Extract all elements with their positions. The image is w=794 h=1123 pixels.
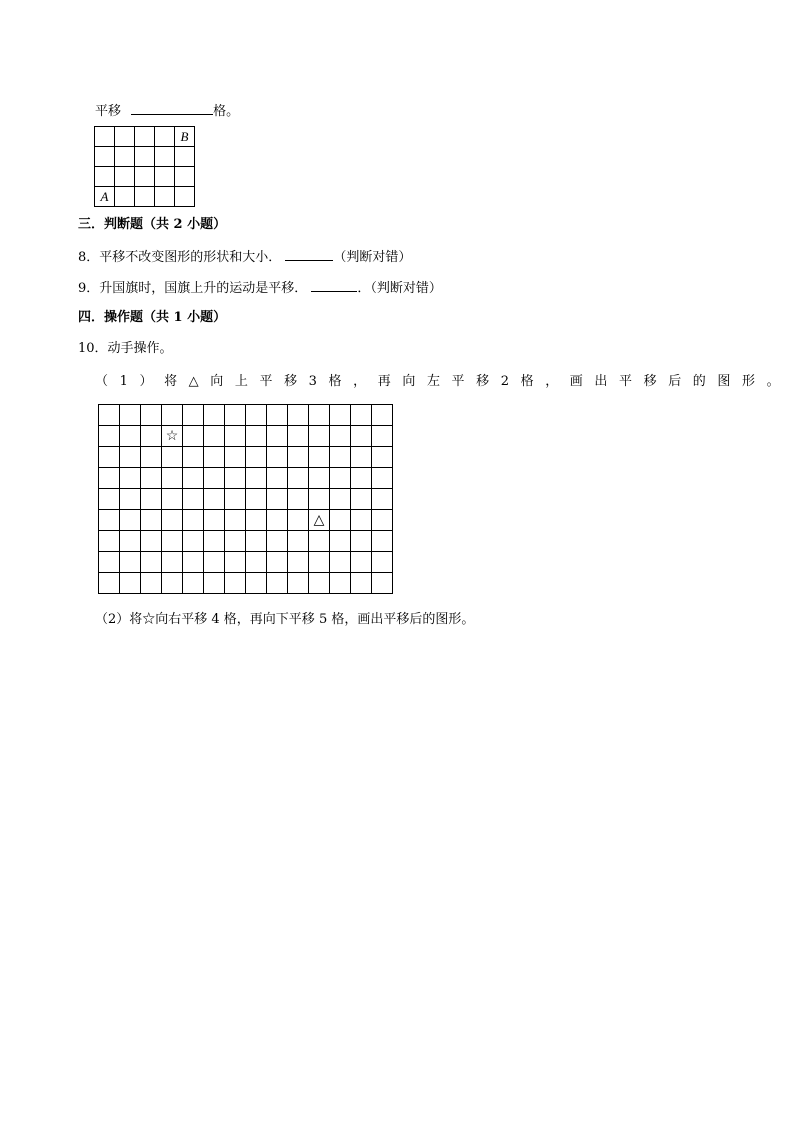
- q10-grid-cell[interactable]: [246, 489, 267, 510]
- q10-grid-cell[interactable]: [141, 426, 162, 447]
- q10-grid-cell[interactable]: [372, 552, 393, 573]
- question-8-text: 8．平移不改变图形的形状和大小．: [78, 250, 282, 265]
- question-9-suffix: ．（判断对错）: [357, 281, 442, 296]
- q7-suffix: 格。: [213, 104, 240, 119]
- q10-grid-cell[interactable]: [372, 573, 393, 594]
- q7-grid-cell[interactable]: [155, 167, 175, 187]
- q10-grid-cell[interactable]: [162, 447, 183, 468]
- q10-grid-cell[interactable]: [267, 552, 288, 573]
- q10-grid-cell[interactable]: [204, 573, 225, 594]
- q7-grid-cell[interactable]: [175, 187, 195, 207]
- q10-grid-cell[interactable]: [120, 531, 141, 552]
- q10-grid-cell[interactable]: [330, 531, 351, 552]
- q10-grid-cell[interactable]: [162, 510, 183, 531]
- q10-grid-cell[interactable]: [162, 468, 183, 489]
- q10-grid-cell[interactable]: [246, 510, 267, 531]
- section-3-title: 三．判断题（共 2 小题）: [78, 217, 227, 232]
- q10-grid-cell[interactable]: [225, 510, 246, 531]
- q10-grid-cell[interactable]: [372, 447, 393, 468]
- question-9-answer-blank[interactable]: [311, 279, 357, 292]
- q10-grid-cell[interactable]: [330, 510, 351, 531]
- q10-grid-cell[interactable]: [99, 447, 120, 468]
- q10-grid-cell[interactable]: [225, 531, 246, 552]
- q10-grid-cell[interactable]: [330, 405, 351, 426]
- grid-row: [99, 447, 393, 468]
- question-8-suffix: （判断对错）: [333, 250, 412, 265]
- q10-grid-cell[interactable]: [288, 447, 309, 468]
- question-8-answer-blank[interactable]: [285, 248, 333, 261]
- q10-grid-cell[interactable]: [351, 405, 372, 426]
- q10-grid-cell[interactable]: [141, 405, 162, 426]
- q10-grid-cell[interactable]: [120, 468, 141, 489]
- q7-answer-blank[interactable]: [131, 102, 213, 115]
- q10-grid-cell[interactable]: [141, 531, 162, 552]
- q10-grid-cell[interactable]: [288, 489, 309, 510]
- q10-grid-cell[interactable]: [267, 510, 288, 531]
- q7-grid-cell[interactable]: [135, 147, 155, 167]
- q10-grid-cell[interactable]: [141, 552, 162, 573]
- q10-grid-cell[interactable]: [309, 405, 330, 426]
- q7-grid-cell[interactable]: [95, 147, 115, 167]
- q10-grid-cell[interactable]: [309, 552, 330, 573]
- grid-row: [99, 531, 393, 552]
- q7-line: [95, 102, 239, 120]
- q10-grid-cell[interactable]: [99, 510, 120, 531]
- q10-grid-cell[interactable]: [288, 405, 309, 426]
- q10-grid-cell[interactable]: [372, 531, 393, 552]
- q10-grid-cell[interactable]: [351, 531, 372, 552]
- q10-grid-cell[interactable]: [267, 426, 288, 447]
- q10-grid-cell[interactable]: [141, 510, 162, 531]
- q10-grid-cell[interactable]: [309, 531, 330, 552]
- grid-row: [99, 573, 393, 594]
- q10-grid-cell[interactable]: [225, 573, 246, 594]
- q10-grid-cell[interactable]: [351, 489, 372, 510]
- q10-grid-cell[interactable]: [99, 405, 120, 426]
- question-8: [78, 248, 411, 266]
- q10-grid-cell[interactable]: [330, 489, 351, 510]
- grid-row: [95, 187, 195, 207]
- q10-grid-cell[interactable]: ☆: [162, 426, 183, 447]
- q10-grid-cell[interactable]: [120, 552, 141, 573]
- q10-grid-cell[interactable]: [204, 489, 225, 510]
- q10-grid-cell[interactable]: [372, 489, 393, 510]
- grid-row: [99, 552, 393, 573]
- q10-grid-cell[interactable]: [141, 447, 162, 468]
- q10-grid-cell[interactable]: [330, 552, 351, 573]
- q10-grid-cell[interactable]: [246, 426, 267, 447]
- question-9-text: 9．升国旗时，国旗上升的运动是平移．: [78, 281, 308, 296]
- q10-grid-cell[interactable]: [225, 489, 246, 510]
- q10-grid-cell[interactable]: [288, 552, 309, 573]
- q10-grid-cell[interactable]: [141, 489, 162, 510]
- q10-grid-cell[interactable]: [267, 531, 288, 552]
- q10-grid-cell[interactable]: [267, 468, 288, 489]
- q7-grid-cell[interactable]: [115, 127, 135, 147]
- q10-grid-cell[interactable]: [288, 573, 309, 594]
- q7-grid-cell[interactable]: [95, 167, 115, 187]
- q10-grid-cell[interactable]: [120, 510, 141, 531]
- section-4-title: 四．操作题（共 1 小题）: [78, 310, 227, 325]
- q10-grid-cell[interactable]: [120, 489, 141, 510]
- q7-grid-cell[interactable]: [115, 167, 135, 187]
- q10-grid-cell[interactable]: [246, 447, 267, 468]
- q10-grid-cell[interactable]: [351, 510, 372, 531]
- q10-grid-cell[interactable]: [204, 405, 225, 426]
- q10-grid-cell[interactable]: [183, 489, 204, 510]
- q7-grid-cell[interactable]: [115, 147, 135, 167]
- q10-grid-cell[interactable]: [225, 426, 246, 447]
- grid-row: [99, 489, 393, 510]
- q10-grid-cell[interactable]: [120, 573, 141, 594]
- q10-grid-cell[interactable]: [372, 510, 393, 531]
- q10-grid-cell[interactable]: [225, 447, 246, 468]
- q10-grid[interactable]: [98, 404, 393, 594]
- q10-grid-cell[interactable]: [225, 468, 246, 489]
- q10-grid-cell[interactable]: [330, 573, 351, 594]
- q10-grid-cell[interactable]: [141, 468, 162, 489]
- q7-grid-cell[interactable]: [155, 147, 175, 167]
- q10-grid-cell[interactable]: [141, 573, 162, 594]
- q10-grid-cell[interactable]: [267, 447, 288, 468]
- q10-grid-cell[interactable]: [330, 447, 351, 468]
- q10-grid-cell[interactable]: [267, 405, 288, 426]
- grid-row: [99, 468, 393, 489]
- q10-grid-cell[interactable]: [351, 552, 372, 573]
- q7-grid: [94, 126, 195, 207]
- grid-row: [95, 127, 195, 147]
- q10-grid-cell[interactable]: [99, 531, 120, 552]
- grid-row: [95, 167, 195, 187]
- q10-grid-cell[interactable]: [120, 426, 141, 447]
- q10-grid-cell[interactable]: [246, 531, 267, 552]
- q10-grid-cell[interactable]: [309, 447, 330, 468]
- q10-grid-cell[interactable]: [204, 426, 225, 447]
- question-10-part-1: （1）将△向上平移3格，再向左平移2格，画出平移后的图形。: [95, 374, 792, 389]
- question-9: [78, 279, 442, 297]
- q10-grid-cell[interactable]: [120, 405, 141, 426]
- q10-grid-cell[interactable]: [351, 426, 372, 447]
- q10-grid-cell[interactable]: [120, 447, 141, 468]
- q10-grid-cell[interactable]: [288, 426, 309, 447]
- q10-grid-cell[interactable]: [288, 468, 309, 489]
- q10-grid-cell[interactable]: [99, 468, 120, 489]
- q10-grid-cell[interactable]: [183, 552, 204, 573]
- q10-grid-cell[interactable]: [162, 489, 183, 510]
- q10-grid-cell[interactable]: [99, 552, 120, 573]
- q10-grid-cell[interactable]: △: [309, 510, 330, 531]
- q10-grid-cell[interactable]: [183, 573, 204, 594]
- q10-grid-cell[interactable]: [162, 405, 183, 426]
- q10-grid-cell[interactable]: [99, 426, 120, 447]
- q10-grid-cell[interactable]: [267, 489, 288, 510]
- q10-grid-cell[interactable]: [183, 405, 204, 426]
- grid-row: [99, 510, 393, 531]
- q10-grid-cell[interactable]: [309, 426, 330, 447]
- q7-grid-cell[interactable]: [95, 127, 115, 147]
- q10-grid-cell[interactable]: [99, 489, 120, 510]
- q10-grid-cell[interactable]: [309, 573, 330, 594]
- q10-grid-cell[interactable]: [204, 510, 225, 531]
- q10-grid-cell[interactable]: [351, 447, 372, 468]
- question-10-part-2: （2）将☆向右平移 4 格，再向下平移 5 格，画出平移后的图形。: [95, 612, 475, 627]
- grid-row: [99, 405, 393, 426]
- q10-grid-cell[interactable]: [246, 405, 267, 426]
- grid-row: [95, 147, 195, 167]
- grid-row: [99, 426, 393, 447]
- q10-grid-cell[interactable]: [330, 468, 351, 489]
- q10-grid-cell[interactable]: [309, 468, 330, 489]
- q10-grid-cell[interactable]: [246, 552, 267, 573]
- q10-grid-cell[interactable]: [162, 531, 183, 552]
- q10-grid-cell[interactable]: [99, 573, 120, 594]
- q10-grid-cell[interactable]: [162, 552, 183, 573]
- q10-grid-cell[interactable]: [204, 552, 225, 573]
- q10-grid-cell[interactable]: [225, 405, 246, 426]
- q10-grid-cell[interactable]: [246, 573, 267, 594]
- q7-grid-cell[interactable]: [175, 147, 195, 167]
- q10-grid-cell[interactable]: [372, 426, 393, 447]
- q7-grid-cell[interactable]: [135, 127, 155, 147]
- q10-grid-cell[interactable]: [183, 447, 204, 468]
- q7-grid-cell[interactable]: [155, 127, 175, 147]
- q10-grid-cell[interactable]: [330, 426, 351, 447]
- question-10-text: 10．动手操作。: [78, 341, 173, 356]
- q10-grid-cell[interactable]: [288, 510, 309, 531]
- q10-grid-cell[interactable]: [372, 405, 393, 426]
- q7-grid-cell[interactable]: [115, 187, 135, 207]
- q7-grid-cell[interactable]: A: [95, 187, 115, 207]
- q10-grid-cell[interactable]: [309, 489, 330, 510]
- q7-prefix: 平移: [95, 104, 122, 119]
- q7-grid-cell[interactable]: [135, 187, 155, 207]
- q10-grid-cell[interactable]: [162, 573, 183, 594]
- q10-grid-cell[interactable]: [204, 531, 225, 552]
- q10-grid-cell[interactable]: [288, 531, 309, 552]
- q10-grid-cell[interactable]: [351, 573, 372, 594]
- q7-grid-cell[interactable]: [175, 167, 195, 187]
- q10-grid-cell[interactable]: [267, 573, 288, 594]
- q7-grid-cell[interactable]: [135, 167, 155, 187]
- q10-grid-cell[interactable]: [183, 426, 204, 447]
- q7-grid-cell[interactable]: B: [175, 127, 195, 147]
- q10-grid-cell[interactable]: [204, 468, 225, 489]
- q10-grid-cell[interactable]: [183, 468, 204, 489]
- q10-grid-cell[interactable]: [351, 468, 372, 489]
- q10-grid-cell[interactable]: [372, 468, 393, 489]
- q7-grid-cell[interactable]: [155, 187, 175, 207]
- q10-grid-cell[interactable]: [183, 510, 204, 531]
- q10-grid-cell[interactable]: [204, 447, 225, 468]
- q10-grid-cell[interactable]: [246, 468, 267, 489]
- q10-grid-cell[interactable]: [183, 531, 204, 552]
- q10-grid-cell[interactable]: [225, 552, 246, 573]
